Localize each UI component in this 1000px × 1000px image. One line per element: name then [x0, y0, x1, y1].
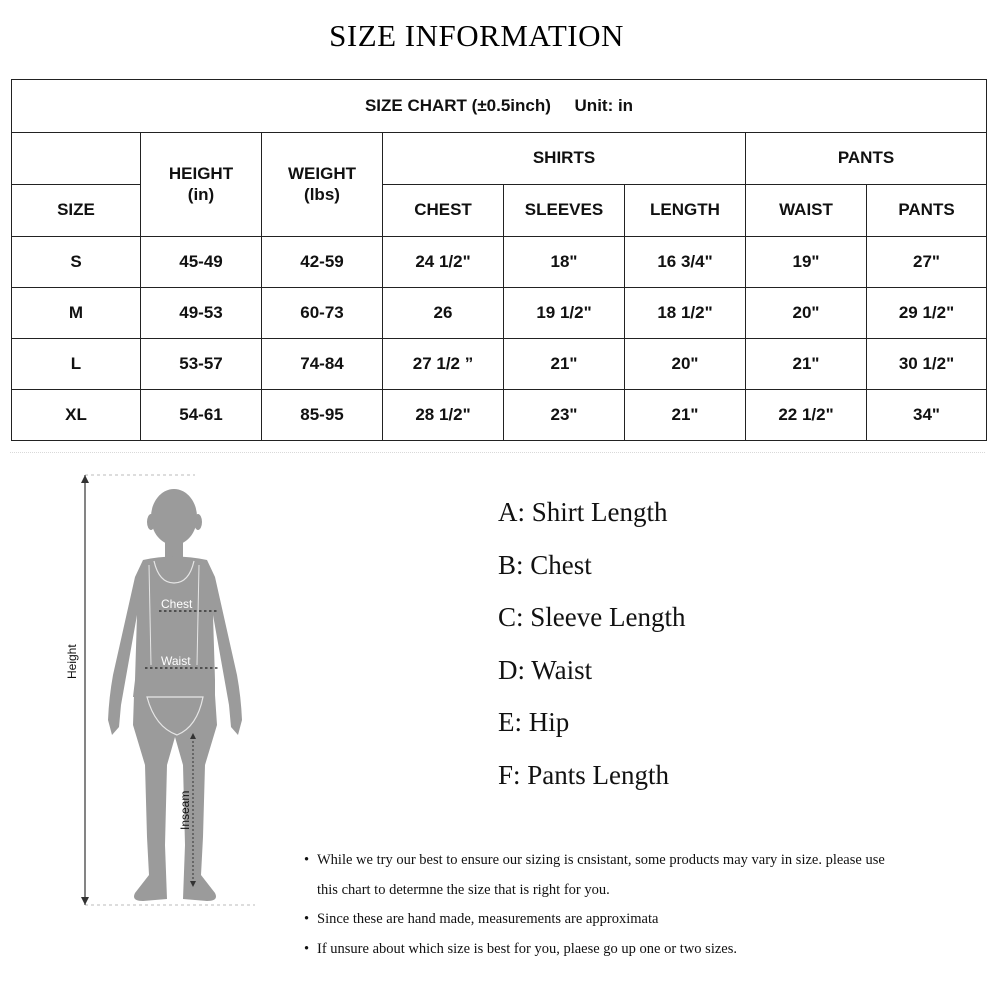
cell-waist: 19"	[746, 237, 867, 288]
header-pants-group: PANTS	[746, 133, 987, 185]
child-silhouette-illustration	[55, 465, 315, 915]
table-row	[12, 288, 987, 339]
header-pants: PANTS	[867, 185, 987, 237]
header-chest: CHEST	[383, 185, 504, 237]
cell-length: 21"	[625, 390, 746, 441]
cell-pants: 29 1/2"	[867, 288, 987, 339]
table-row	[12, 390, 987, 441]
note-text: If unsure about which size is best for you, plaese go up one or two sizes.	[317, 940, 737, 957]
cell-weight: 60-73	[262, 288, 383, 339]
cell-size: S	[12, 237, 141, 288]
header-shirts-group: SHIRTS	[383, 133, 746, 185]
cell-pants: 27"	[867, 237, 987, 288]
cell-waist: 21"	[746, 339, 867, 390]
cell-weight: 42-59	[262, 237, 383, 288]
table-caption	[12, 80, 987, 133]
cell-chest: 26	[383, 288, 504, 339]
note-text: Since these are hand made, measurements are approximata	[317, 911, 659, 927]
note-item	[304, 846, 984, 876]
note-text-continued: this chart to determne the size that is right for you.	[317, 881, 610, 898]
cell-pants: 30 1/2"	[867, 339, 987, 390]
cell-length: 16 3/4"	[625, 237, 746, 288]
note-text: While we try our best to ensure our sizing is cnsistant, some products may vary in size. please use	[317, 852, 885, 868]
caption-unit: Unit: in	[574, 95, 634, 115]
notes-list	[304, 846, 984, 964]
cell-height: 53-57	[141, 339, 262, 390]
note-item	[304, 935, 984, 965]
cell-sleeves: 21"	[504, 339, 625, 390]
bullet-icon: •	[304, 852, 310, 868]
cell-weight: 85-95	[262, 390, 383, 441]
cell-sleeves: 23"	[504, 390, 625, 441]
cell-chest: 28 1/2"	[383, 390, 504, 441]
table-row	[12, 237, 987, 288]
note-item	[304, 905, 984, 935]
cell-waist: 22 1/2"	[746, 390, 867, 441]
header-height-unit: (in)	[187, 184, 215, 204]
cell-height: 45-49	[141, 237, 262, 288]
legend-item: F: Pants Length	[498, 759, 670, 790]
cell-chest: 27 1/2 ”	[383, 339, 504, 390]
cell-size: M	[12, 288, 141, 339]
size-chart-table	[11, 79, 987, 441]
header-waist: WAIST	[746, 185, 867, 237]
cell-waist: 20"	[746, 288, 867, 339]
cell-length: 18 1/2"	[625, 288, 746, 339]
cell-size: L	[12, 339, 141, 390]
legend-item: E: Hip	[498, 707, 570, 737]
header-sleeves: SLEEVES	[504, 185, 625, 237]
table-row	[12, 339, 987, 390]
height-label: Height	[65, 644, 79, 679]
measurement-figure	[55, 465, 315, 915]
cell-height: 49-53	[141, 288, 262, 339]
header-weight-unit: (lbs)	[304, 184, 340, 204]
cell-weight: 74-84	[262, 339, 383, 390]
legend-item: D: Waist	[498, 654, 593, 685]
cell-chest: 24 1/2"	[383, 237, 504, 288]
cell-sleeves: 18"	[504, 237, 625, 288]
header-size: SIZE	[12, 185, 141, 237]
cell-pants: 34"	[867, 390, 987, 441]
cell-length: 20"	[625, 339, 746, 390]
bullet-icon: •	[304, 911, 310, 927]
measurement-legend	[498, 492, 685, 807]
inseam-label: Inseam	[178, 790, 192, 830]
page-title: SIZE INFORMATION	[329, 18, 624, 53]
header-size-top-blank	[12, 133, 141, 185]
cell-size: XL	[12, 390, 141, 441]
chest-label: Chest	[161, 597, 193, 611]
legend-item: C: Sleeve Length	[498, 602, 686, 632]
header-length: LENGTH	[625, 185, 746, 237]
cell-sleeves: 19 1/2"	[504, 288, 625, 339]
header-weight-title: WEIGHT	[288, 164, 356, 184]
header-weight	[262, 133, 383, 237]
section-divider	[10, 452, 985, 453]
cell-height: 54-61	[141, 390, 262, 441]
legend-item: A: Shirt Length	[498, 497, 668, 527]
waist-label: Waist	[161, 654, 191, 668]
caption-main: SIZE CHART (±0.5inch)	[364, 95, 551, 115]
legend-item: B: Chest	[498, 549, 592, 580]
bullet-icon: •	[304, 940, 310, 957]
header-height-title: HEIGHT	[168, 164, 234, 184]
header-height	[141, 133, 262, 237]
